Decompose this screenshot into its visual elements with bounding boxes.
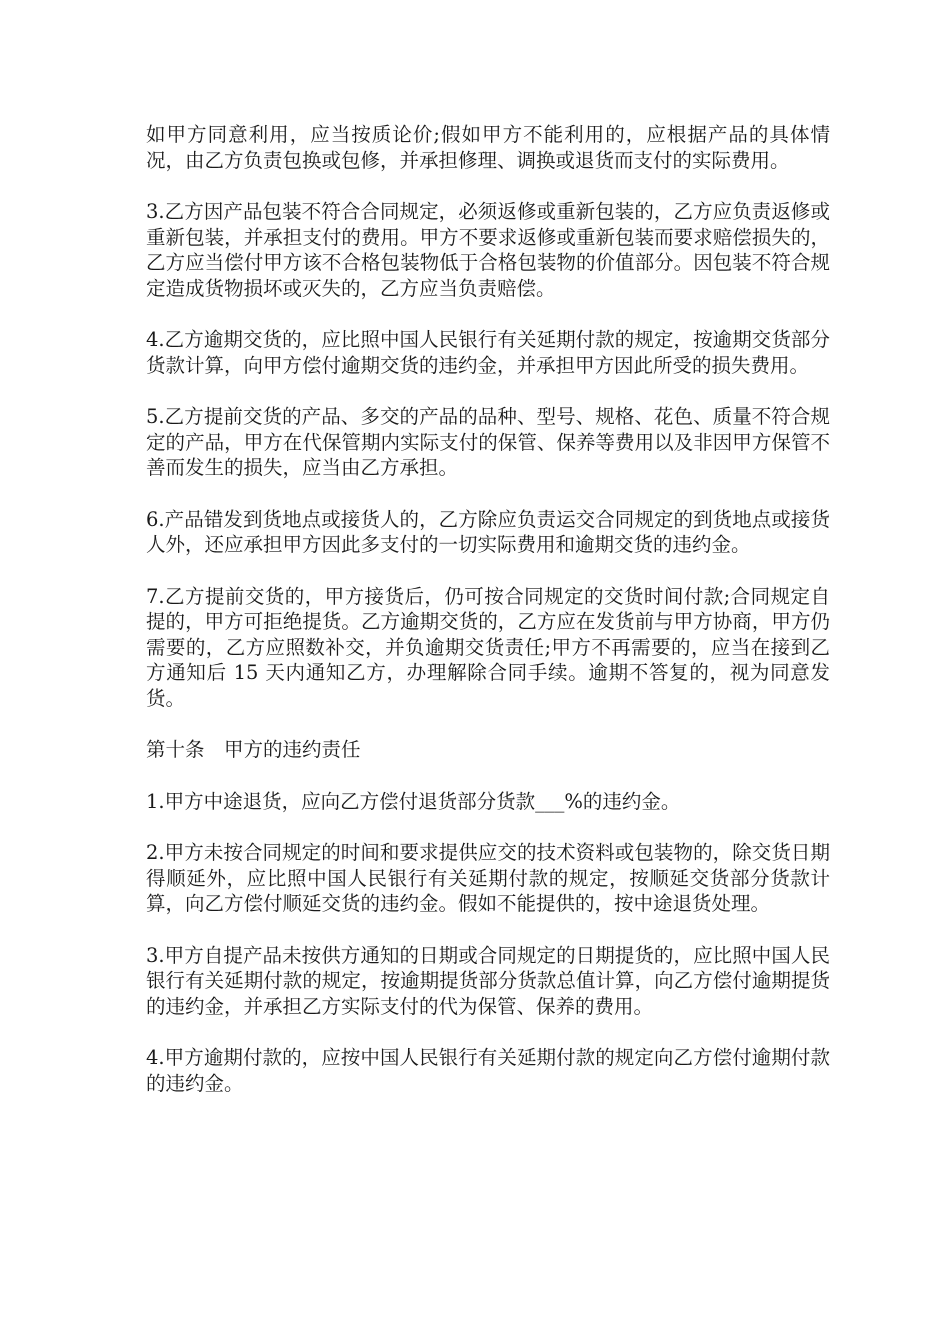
paragraph-clause-7: 7.乙方提前交货的，甲方接货后，仍可按合同规定的交货时间付款;合同规定自提的，甲方可拒绝提货。乙方逾期交货的，乙方应在发货前与甲方协商，甲方仍需要的，乙方应照数补交，并负逾期交货责任;甲方不再需要的，应当在接到乙方通知后 15 天内通知乙方，办理解除合同手续。逾期不答复的，视为同意发货。 (146, 584, 830, 710)
paragraph-section-clause-2: 2.甲方未按合同规定的时间和要求提供应交的技术资料或包装物的，除交货日期得顺延外，应比照中国人民银行有关延期付款的规定，按顺延交货部分货款计算，向乙方偿付顺延交货的违约金。假如不能提供的，按中途退货处理。 (146, 841, 830, 915)
paragraph-section-clause-1: 1.甲方中途退货，应向乙方偿付退货部分货款___%的违约金。 (146, 789, 681, 813)
paragraph-clause-3: 3.乙方因产品包装不符合合同规定，必须返修或重新包装的，乙方应负责返修或重新包装，并承担支付的费用。甲方不要求返修或重新包装而要求赔偿损失的，乙方应当偿付甲方该不合格包装物低于合格包装物的价值部分。因包装不符合规定造成货物损坏或灭失的，乙方应当负责赔偿。 (146, 200, 830, 300)
document-page (146, 122, 830, 1122)
section-heading: 第十条 甲方的违约责任 (146, 738, 361, 761)
paragraph-continuation: 如甲方同意利用，应当按质论价;假如甲方不能利用的，应根据产品的具体情况，由乙方负责包换或包修，并承担修理、调换或退货而支付的实际费用。 (146, 123, 830, 172)
paragraph-section-clause-3: 3.甲方自提产品未按供方通知的日期或合同规定的日期提货的，应比照中国人民银行有关延期付款的规定，按逾期提货部分货款总值计算，向乙方偿付逾期提货的违约金，并承担乙方实际支付的代为保管、保养的费用。 (146, 943, 830, 1018)
paragraph-clause-4: 4.乙方逾期交货的，应比照中国人民银行有关延期付款的规定，按逾期交货部分货款计算，向甲方偿付逾期交货的违约金，并承担甲方因此所受的损失费用。 (146, 328, 830, 377)
paragraph-section-clause-4: 4.甲方逾期付款的，应按中国人民银行有关延期付款的规定向乙方偿付逾期付款的违约金。 (146, 1046, 830, 1095)
paragraph-clause-6: 6.产品错发到货地点或接货人的，乙方除应负责运交合同规定的到货地点或接货人外，还应承担甲方因此多支付的一切实际费用和逾期交货的违约金。 (146, 507, 830, 556)
paragraph-clause-5: 5.乙方提前交货的产品、多交的产品的品种、型号、规格、花色、质量不符合规定的产品，甲方在代保管期内实际支付的保管、保养等费用以及非因甲方保管不善而发生的损失，应当由乙方承担。 (146, 405, 830, 479)
